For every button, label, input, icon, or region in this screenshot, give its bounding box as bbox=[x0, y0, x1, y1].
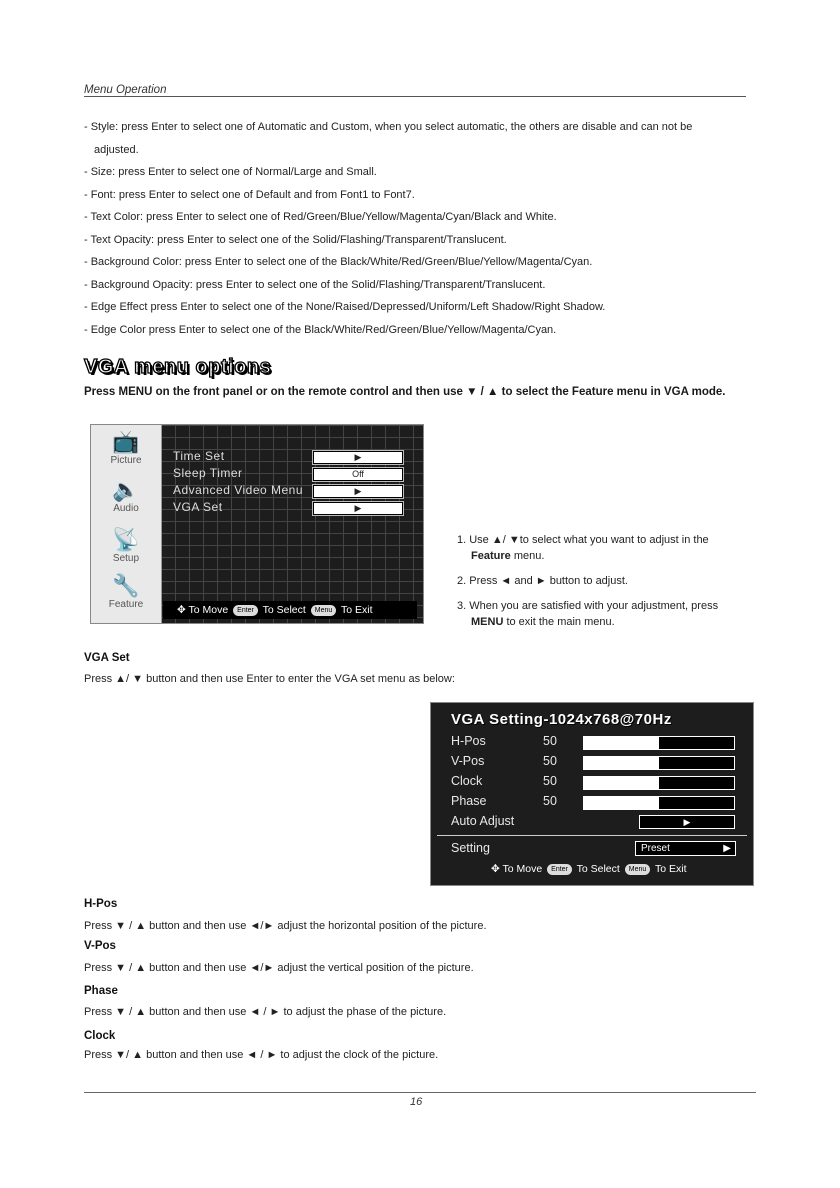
slider-fill bbox=[584, 737, 659, 749]
sidebar-item-label: Feature bbox=[108, 599, 144, 610]
menu-item-value: ▶ bbox=[313, 451, 403, 464]
setting-slider[interactable] bbox=[583, 776, 735, 790]
sidebar-item-label: Setup bbox=[112, 553, 140, 564]
hint-exit: To Exit bbox=[341, 604, 373, 616]
sidebar-item-label: Audio bbox=[113, 503, 139, 514]
slider-fill bbox=[584, 757, 659, 769]
phase-text: Press ▼ / ▲ button and then use ◄ / ► to adjust the phase of the picture. bbox=[84, 1006, 447, 1018]
footer-divider bbox=[84, 1092, 756, 1093]
setting-row-hpos[interactable] bbox=[451, 733, 741, 753]
menu-item-value: ▶ bbox=[313, 485, 403, 498]
step-3: 3. When you are satisfied with your adjustment, press MENU to exit the main menu. bbox=[457, 600, 719, 628]
phase-heading: Phase bbox=[84, 985, 118, 997]
step-1: 1. Use ▲/ ▼to select what you want to adjust in the Feature menu. bbox=[457, 534, 709, 562]
menu-key-badge: Menu bbox=[625, 864, 651, 875]
setting-slider[interactable] bbox=[583, 736, 735, 750]
vga-setting-title: VGA Setting-1024x768@70Hz bbox=[451, 711, 672, 728]
setting-row-clock[interactable] bbox=[451, 773, 741, 793]
menu-sidebar bbox=[91, 425, 162, 623]
clock-text: Press ▼/ ▲ button and then use ◄ / ► to adjust the clock of the picture. bbox=[84, 1049, 439, 1061]
setting-label: V-Pos bbox=[451, 754, 485, 768]
menu-item-label: VGA Set bbox=[173, 500, 223, 514]
sidebar-item-label: Picture bbox=[110, 455, 142, 466]
setting-row-auto-adjust[interactable] bbox=[451, 813, 741, 833]
header-title: Menu Operation bbox=[84, 84, 167, 96]
hint-move: To Move bbox=[188, 604, 229, 616]
setting-value: 50 bbox=[543, 794, 557, 808]
tv-icon: 📺 bbox=[112, 429, 140, 454]
setting-label: Phase bbox=[451, 794, 487, 808]
list-item: - Background Opacity: press Enter to select one of the Solid/Flashing/Transparent/Translucent. bbox=[84, 278, 546, 291]
vga-set-text: Press ▲/ ▼ button and then use Enter to enter the VGA set menu as below: bbox=[84, 673, 455, 685]
caption-options-list bbox=[84, 116, 764, 341]
vpos-heading: V-Pos bbox=[84, 940, 116, 952]
list-item: - Text Opacity: press Enter to select one of the Solid/Flashing/Transparent/Translucent. bbox=[84, 233, 507, 246]
page-header bbox=[84, 80, 746, 97]
vga-setting-rows bbox=[451, 733, 741, 833]
enter-key-badge: Enter bbox=[233, 605, 258, 616]
menu-item-value: Off bbox=[313, 468, 403, 481]
menu-item-value: ▶ bbox=[313, 502, 403, 515]
divider bbox=[437, 835, 747, 836]
enter-key-badge: Enter bbox=[547, 864, 572, 875]
vga-setting-screen bbox=[430, 702, 754, 886]
hint-select: To Select bbox=[576, 863, 620, 875]
list-item: - Edge Effect press Enter to select one of the None/Raised/Depressed/Uniform/Left Shadow/Right Shadow. bbox=[84, 301, 606, 313]
list-item: - Text Color: press Enter to select one of Red/Green/Blue/Yellow/Magenta/Cyan/Black and White. bbox=[84, 211, 557, 223]
setting-label: H-Pos bbox=[451, 734, 486, 748]
section-title: VGA menu options bbox=[84, 356, 272, 378]
page-number: 16 bbox=[410, 1096, 423, 1108]
menu-item-label: Sleep Timer bbox=[173, 466, 243, 480]
setting-row-vpos[interactable] bbox=[451, 753, 741, 773]
speaker-icon: 🔈 bbox=[112, 477, 140, 502]
hpos-text: Press ▼ / ▲ button and then use ◄/► adjust the horizontal position of the picture. bbox=[84, 920, 487, 932]
hpos-heading: H-Pos bbox=[84, 898, 118, 910]
list-item: - Font: press Enter to select one of Default and from Font1 to Font7. bbox=[84, 188, 415, 201]
setting-value: 50 bbox=[543, 734, 557, 748]
preset-value: Preset bbox=[641, 843, 670, 854]
vga-set-heading: VGA Set bbox=[84, 652, 130, 664]
sidebar-item-feature[interactable] bbox=[91, 573, 161, 619]
sidebar-item-picture[interactable] bbox=[91, 429, 161, 475]
arrow-right-icon: ▶ bbox=[723, 843, 731, 854]
auto-adjust-button[interactable]: ▶ bbox=[639, 815, 735, 829]
slider-fill bbox=[584, 797, 659, 809]
setting-value: 50 bbox=[543, 774, 557, 788]
menu-key-badge: Menu bbox=[311, 605, 337, 616]
menu-item-label: Advanced Video Menu bbox=[173, 483, 304, 497]
menu-item-label: Time Set bbox=[173, 449, 225, 463]
list-item: adjusted. bbox=[94, 143, 139, 156]
section-intro: Press MENU on the front panel or on the remote control and then use ▼ / ▲ to select the Feature menu in VGA mode. bbox=[84, 386, 726, 398]
setting-value: 50 bbox=[543, 754, 557, 768]
setting-label: Auto Adjust bbox=[451, 814, 515, 828]
slider-fill bbox=[584, 777, 659, 789]
sidebar-item-audio[interactable] bbox=[91, 477, 161, 523]
list-item: - Style: press Enter to select one of Automatic and Custom, when you select automatic, the others are disable and can not be bbox=[84, 121, 693, 133]
satellite-dish-icon: 📡 bbox=[112, 527, 140, 552]
move-arrows-icon: ✥ bbox=[491, 863, 500, 875]
setting-label: Setting bbox=[451, 841, 490, 855]
hint-move: To Move bbox=[502, 863, 543, 875]
setting-label: Clock bbox=[451, 774, 483, 788]
instruction-steps bbox=[457, 532, 757, 639]
sidebar-item-setup[interactable] bbox=[91, 527, 161, 573]
setting-row-phase[interactable] bbox=[451, 793, 741, 813]
setting-slider[interactable] bbox=[583, 756, 735, 770]
hint-exit: To Exit bbox=[655, 863, 687, 875]
setting-slider[interactable] bbox=[583, 796, 735, 810]
hint-select: To Select bbox=[262, 604, 306, 616]
step-2: 2. Press ◄ and ► button to adjust. bbox=[457, 575, 628, 587]
list-item: - Size: press Enter to select one of Normal/Large and Small. bbox=[84, 166, 377, 178]
vpos-text: Press ▼ / ▲ button and then use ◄/► adjust the vertical position of the picture. bbox=[84, 962, 474, 974]
list-item: - Edge Color press Enter to select one of the Black/White/Red/Green/Blue/Yellow/Magenta/Cyan. bbox=[84, 323, 557, 336]
clock-heading: Clock bbox=[84, 1030, 116, 1042]
menu-footer-hints bbox=[491, 863, 687, 875]
feature-menu-screen bbox=[90, 424, 424, 624]
list-item: - Background Color: press Enter to select one of the Black/White/Red/Green/Blue/Yellow/Magenta/Cyan. bbox=[84, 256, 593, 268]
menu-footer-hints bbox=[163, 601, 417, 619]
preset-selector[interactable] bbox=[635, 841, 736, 856]
tools-icon: 🔧 bbox=[112, 573, 140, 598]
move-arrows-icon: ✥ bbox=[177, 604, 186, 616]
